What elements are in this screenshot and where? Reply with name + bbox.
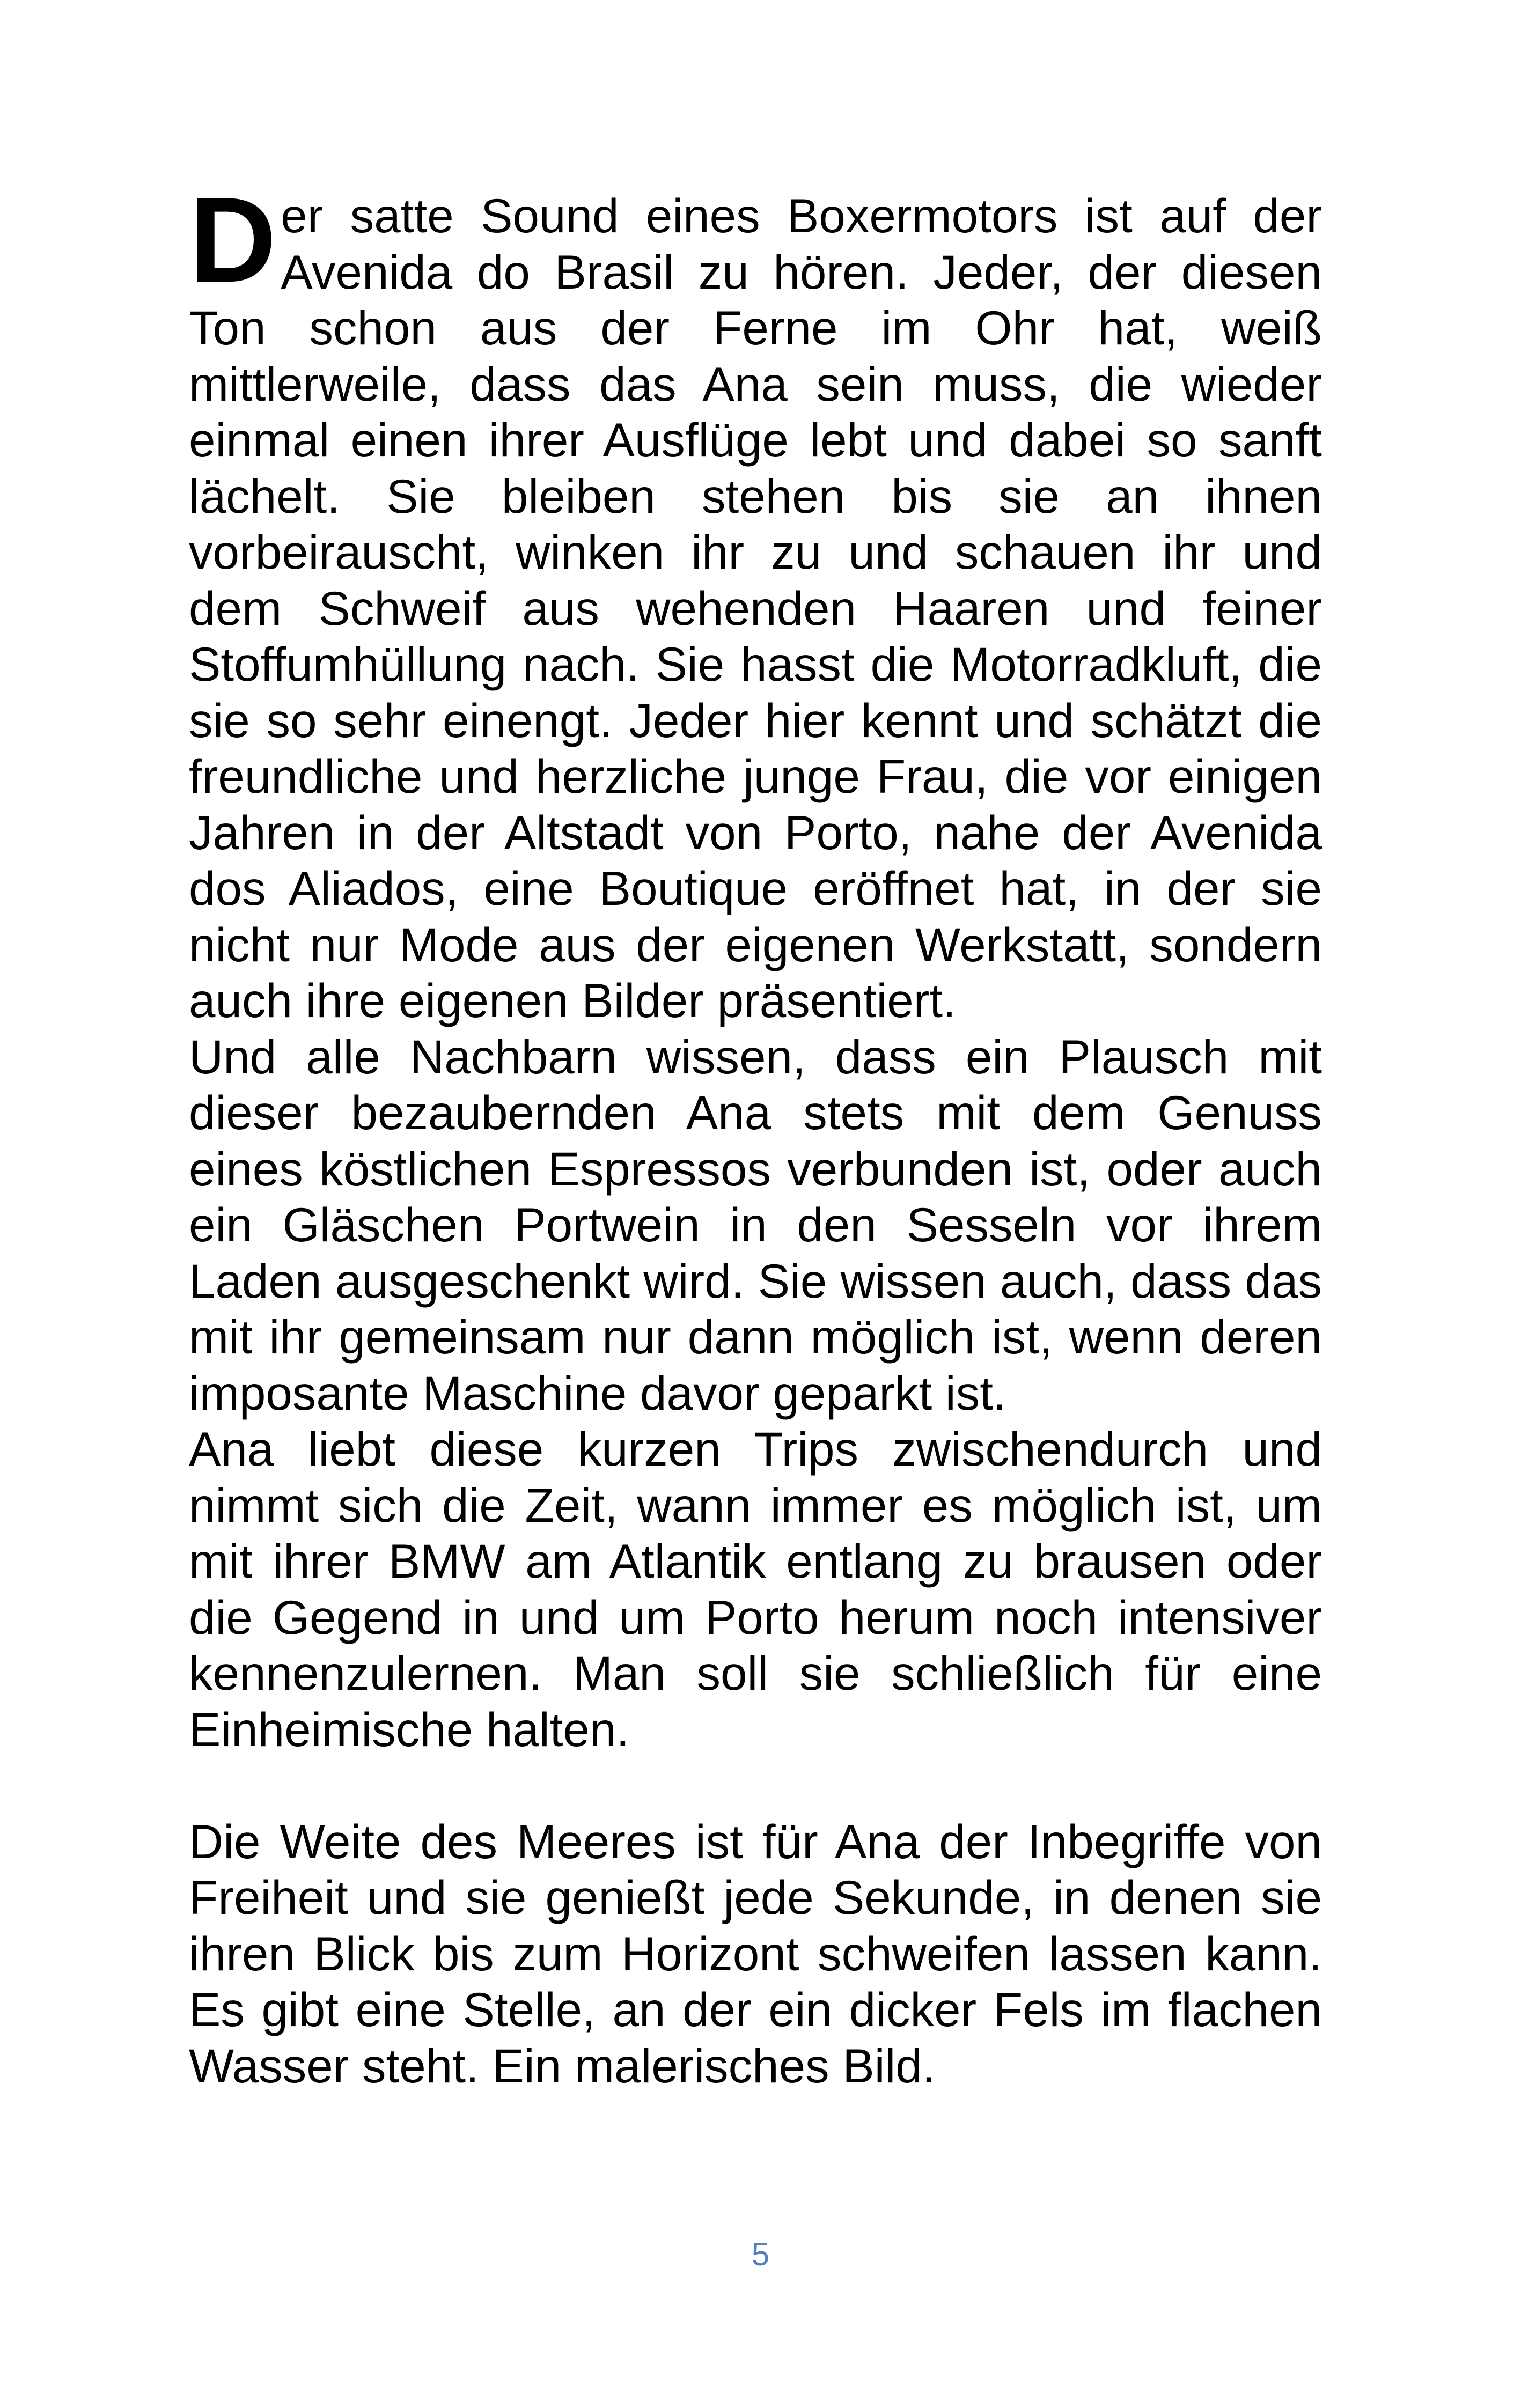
paragraph-4: Die Weite des Meeres ist für Ana der Inbegriffe von Freiheit und sie genießt jede Sekunde, in denen sie ihren Blick bis zum Horizont schweifen lassen kann. Es gibt eine Stelle, an der ein dicker Fels im flachen Wasser steht. Ein malerisches Bild. <box>189 1814 1322 2093</box>
paragraph-1 <box>189 172 1322 1029</box>
body-text <box>189 172 1322 2094</box>
drop-cap-letter: D <box>189 172 277 307</box>
paragraph-1-text: er satte Sound eines Boxermotors ist auf der Avenida do Brasil zu hören. Jeder, der diesen Ton schon aus der Ferne im Ohr hat, weiß mittlerweile, dass das Ana sein muss, die wieder einmal einen ihrer Ausflüge lebt und dabei so sanft lächelt. Sie bleiben stehen bis sie an ihnen vorbeirauscht, winken ihr zu und schauen ihr und dem Schweif aus wehenden Haaren und feiner Stoffumhüllung nach. Sie hasst die Motorradkluft, die sie so sehr einengt. Jeder hier kennt und schätzt die freundliche und herzliche junge Frau, die vor einigen Jahren in der Altstadt von Porto, nahe der Avenida dos Aliados, eine Boutique eröffnet hat, in der sie nicht nur Mode aus der eigenen Werkstatt, sondern auch ihre eigenen Bilder präsentiert. <box>189 189 1322 1027</box>
page-number: 5 <box>751 2236 770 2272</box>
paragraph-2: Und alle Nachbarn wissen, dass ein Plausch mit dieser bezaubernden Ana stets mit dem Genuss eines köstlichen Espressos verbunden ist, oder auch ein Gläschen Portwein in den Sesseln vor ihrem Laden ausgeschenkt wird. Sie wissen auch, dass das mit ihr gemeinsam nur dann möglich ist, wenn deren imposante Maschine davor geparkt ist. <box>189 1029 1322 1420</box>
paragraph-3: Ana liebt diese kurzen Trips zwischendurch und nimmt sich die Zeit, wann immer es möglich ist, um mit ihrer BMW am Atlantik entlang zu brausen oder die Gegend in und um Porto herum noch intensiver kennenzulernen. Man soll sie schließlich für eine Einheimische halten. <box>189 1422 1322 1756</box>
